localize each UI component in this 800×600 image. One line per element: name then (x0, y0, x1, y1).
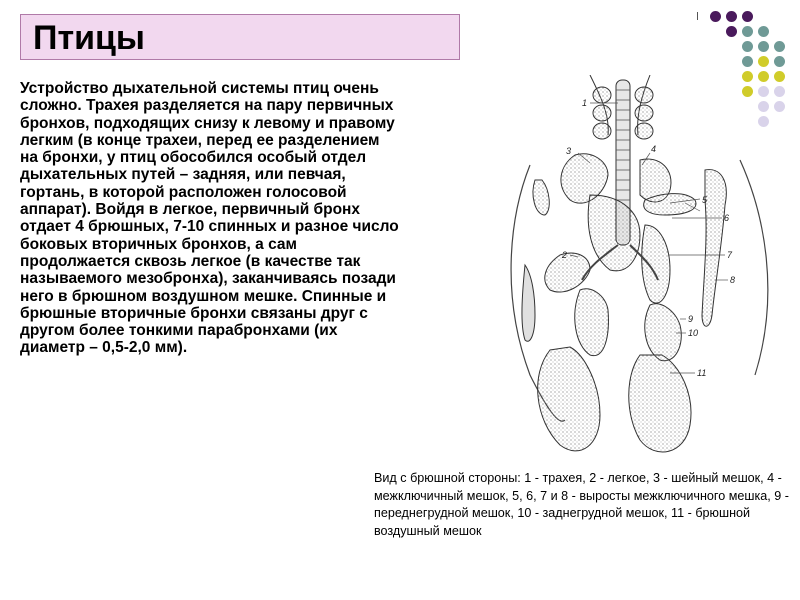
slide-title: Птицы (33, 19, 145, 57)
decor-dot (742, 56, 753, 67)
respiratory-system-illustration (490, 75, 790, 460)
figure-label: 2 (562, 250, 568, 260)
body-paragraph: Устройство дыхательной системы птиц очень сложно. Трахея разделяется на пару первичных бронхов, подходящих снизу к левому и правому легким (в конце трахеи, перед ее разделением на бронхи, у птиц обособился особый отдел дыхательных путей – задняя, или певчая, гортань, в которой расположен голосовой аппарат). Войдя в легкое, первичный бронх отдает 4 брюшных, 7-10 спинных и разное число боковых вторичных бронхов, а сам продолжается сквозь легкое (в качестве так называемого мезобронха), заканчиваясь позади него в брюшном воздушном мешке. Спинные и брюшные вторичные бронхи связаны друг с другом более тонкими парабронхами (их диаметр – 0,5-2,0 мм). (20, 80, 399, 357)
decor-dot (726, 11, 737, 22)
figure-label: 9 (688, 314, 694, 324)
figure-label: 10 (688, 328, 699, 338)
title-banner (20, 14, 460, 60)
decor-dot (726, 26, 737, 37)
figure-caption: Вид с брюшной стороны: 1 - трахея, 2 - легкое, 3 - шейный мешок, 4 - межключичный мешок, 5, 6, 7 и 8 - выросты межключичного мешка, 9 - переднегрудной мешок, 10 - заднегрудной мешок, 11 - брюшной воздушный мешок (374, 471, 789, 538)
figure-label: 1 (582, 98, 588, 108)
decor-dot (758, 41, 769, 52)
figure-label: 6 (724, 213, 730, 223)
figure-label: 4 (651, 144, 657, 154)
decor-dot (758, 26, 769, 37)
decor-dot (742, 41, 753, 52)
figure-label: 7 (727, 250, 733, 260)
decor-dot (742, 11, 753, 22)
figure-label: 5 (702, 195, 708, 205)
decor-dot (742, 26, 753, 37)
decor-dot (774, 41, 785, 52)
figure-label: 8 (730, 275, 736, 285)
decor-line (697, 12, 698, 20)
decor-dot (758, 56, 769, 67)
decor-dot (774, 56, 785, 67)
figure-label: 3 (566, 146, 572, 156)
decor-dot (710, 11, 721, 22)
figure-label: 11 (697, 368, 707, 378)
